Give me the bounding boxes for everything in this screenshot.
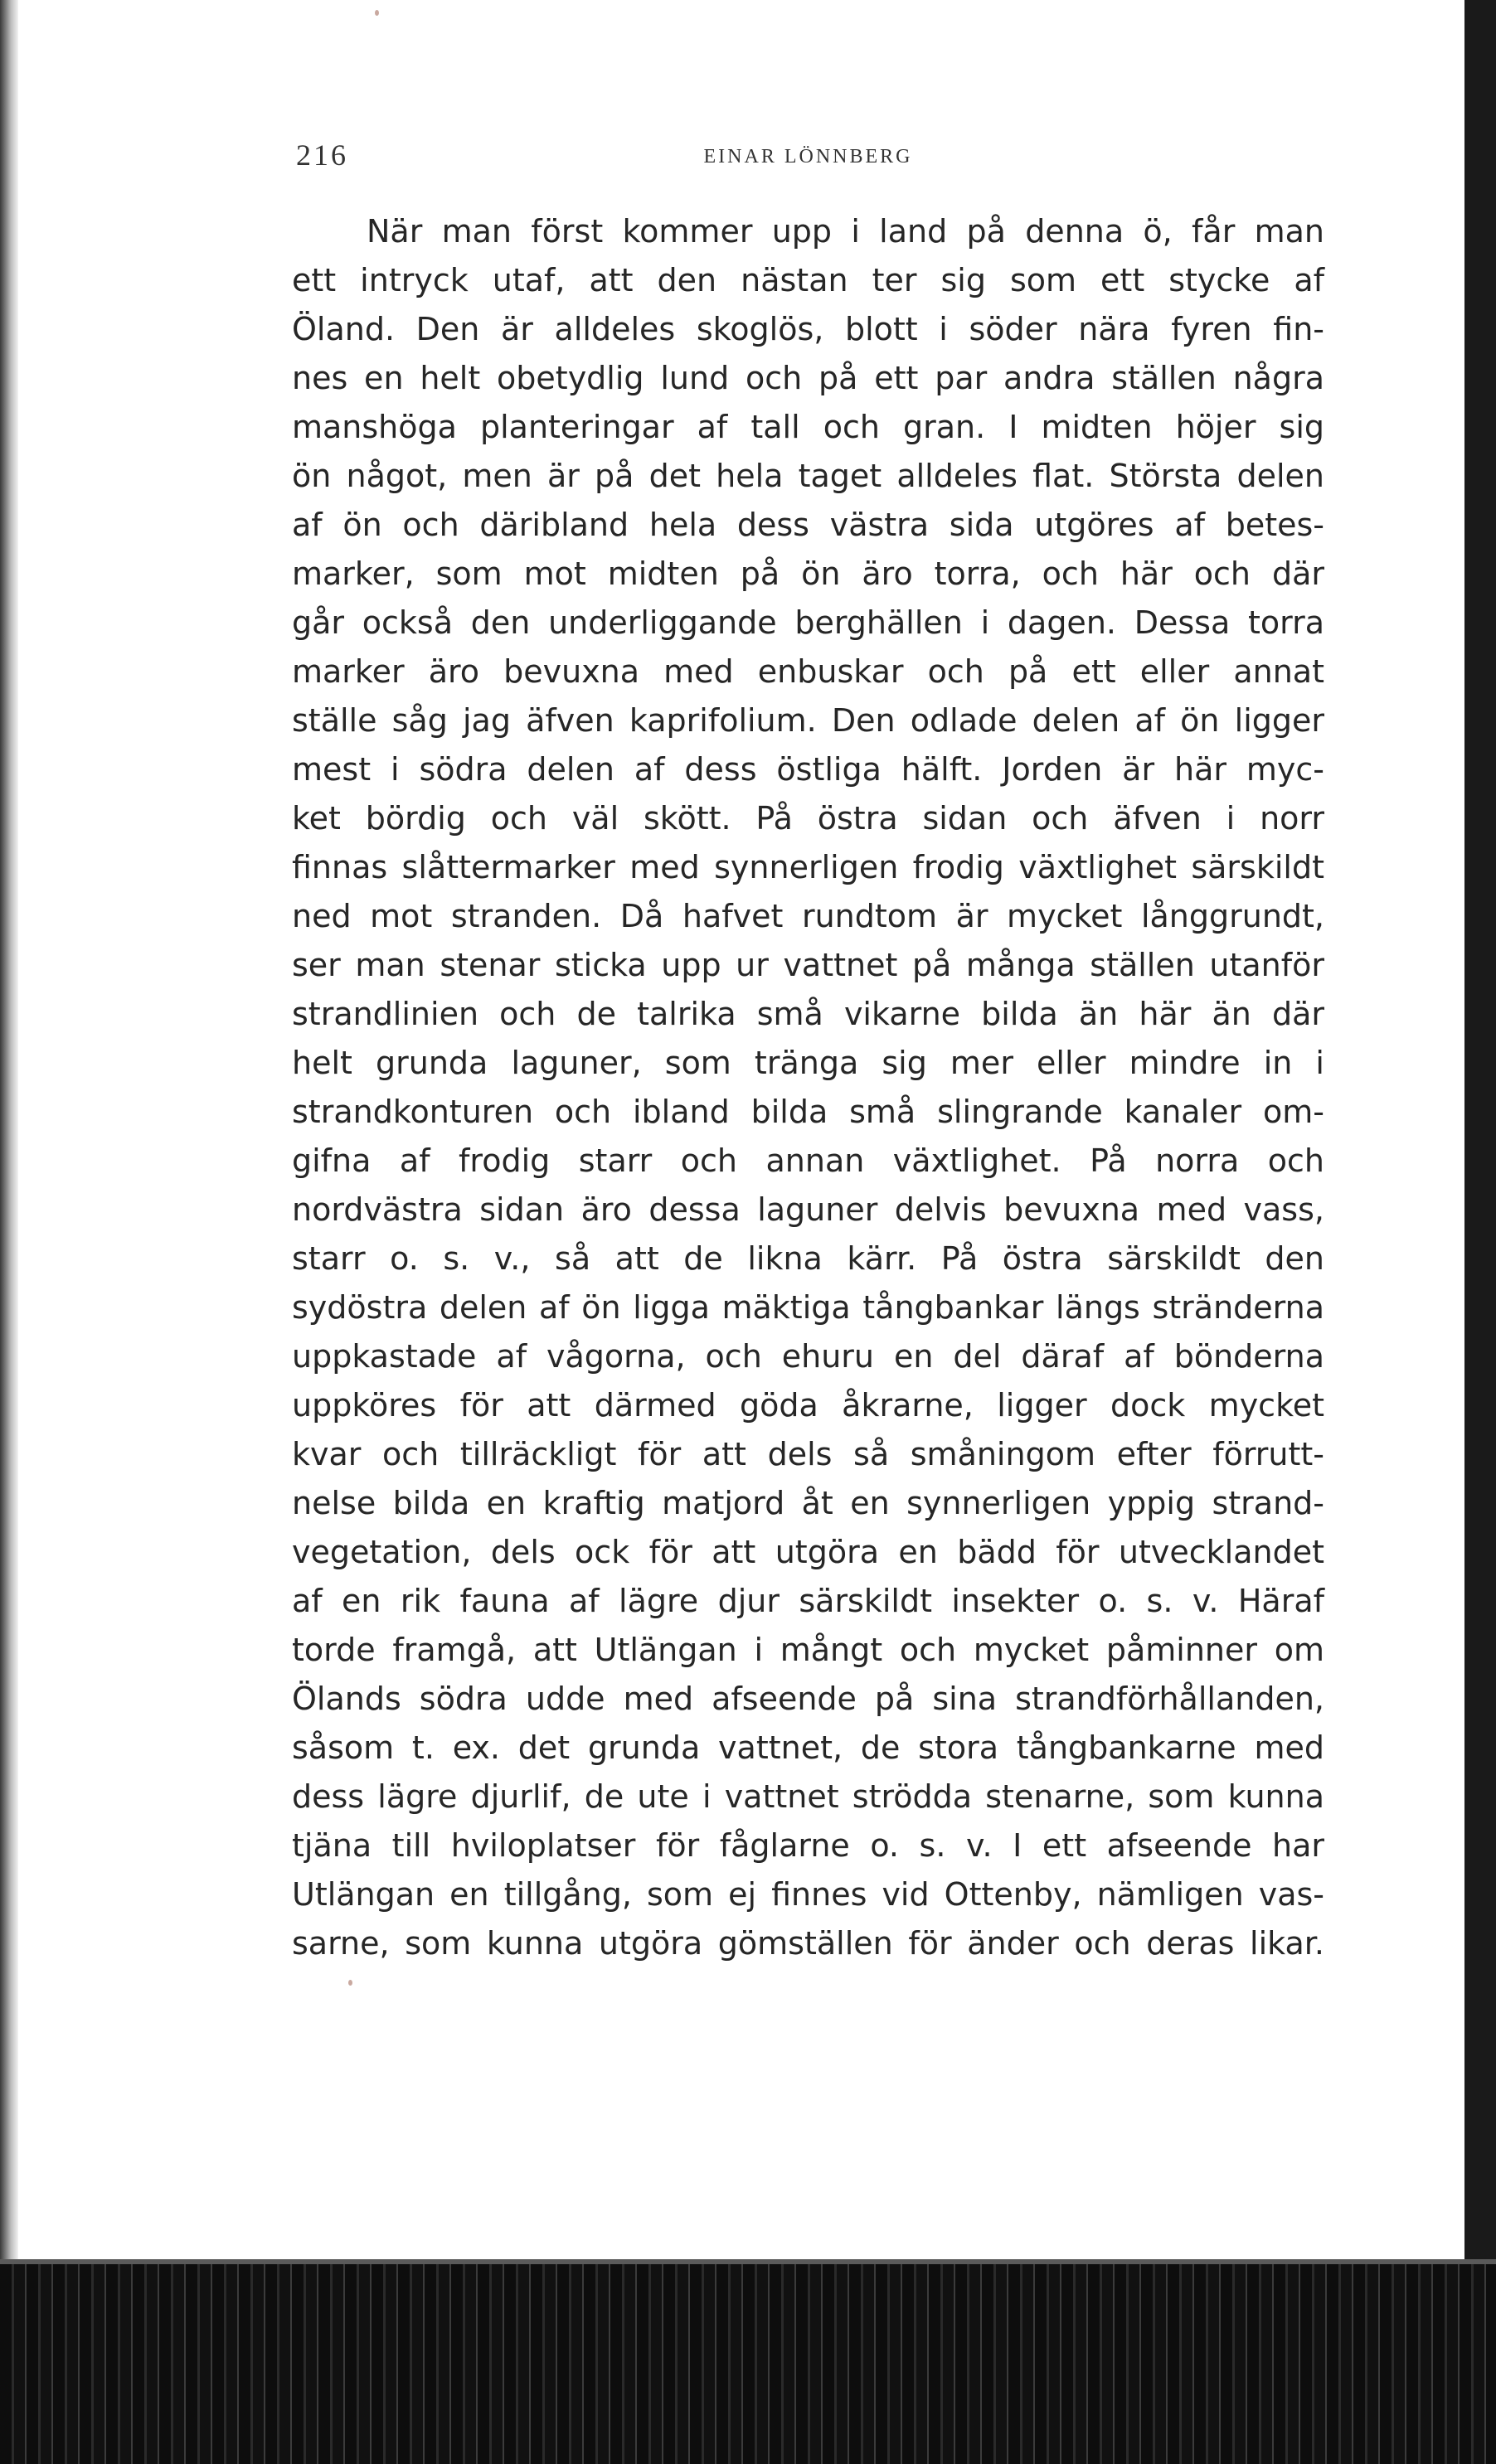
text-line: helt grunda laguner, som tränga sig mer eller mindre in i — [292, 1045, 1324, 1081]
text-line: marker äro bevuxna med enbuskar och på ett eller annat — [292, 653, 1324, 690]
text-line: nelse bilda en kraftig matjord åt en synnerligen yppig strand- — [292, 1485, 1324, 1521]
text-line: ställe såg jag äfven kaprifolium. Den odlade delen af ön ligger — [292, 702, 1324, 739]
text-line: sydöstra delen af ön ligga mäktiga tångbankar längs stränderna — [292, 1289, 1324, 1326]
running-head — [296, 138, 1320, 179]
text-line: Öland. Den är alldeles skoglös, blott i söder nära fyren fin- — [292, 311, 1324, 347]
ink-speck — [348, 1980, 352, 1986]
running-head-author: EINAR LÖNNBERG — [703, 146, 913, 167]
text-line: finnas slåttermarker med synnerligen frodig växtlighet särskildt — [292, 849, 1324, 885]
text-line: vegetation, dels ock för att utgöra en bädd för utvecklandet — [292, 1534, 1324, 1570]
text-line: ön något, men är på det hela taget alldeles flat. Största delen — [292, 458, 1324, 494]
left-scan-edge — [0, 0, 18, 2464]
text-line: manshöga planteringar af tall och gran. I midten höjer sig — [292, 409, 1324, 445]
text-line: af ön och däribland hela dess västra sida utgöres af betes- — [292, 507, 1324, 543]
text-line: mest i södra delen af dess östliga hälft. Jorden är här myc- — [292, 751, 1324, 788]
text-line: strandkonturen och ibland bilda små slingrande kanaler om- — [292, 1094, 1324, 1130]
body-paragraph — [292, 207, 1324, 1968]
text-line: såsom t. ex. det grunda vattnet, de stora tångbankarne med — [292, 1729, 1324, 1766]
text-line: dess lägre djurlif, de ute i vattnet strödda stenarne, som kunna — [292, 1778, 1324, 1815]
text-line: ned mot stranden. Då hafvet rundtom är mycket långgrundt, — [292, 898, 1324, 934]
text-line: nes en helt obetydlig lund och på ett par andra ställen några — [292, 360, 1324, 396]
book-page — [18, 0, 1464, 2259]
right-scan-edge — [1464, 0, 1496, 2464]
text-line: ket bördig och väl skött. På östra sidan och äfven i norr — [292, 800, 1324, 837]
text-line: När man först kommer upp i land på denna ö, får man — [367, 213, 1324, 250]
text-line: sarne, som kunna utgöra gömställen för änder och deras likar. — [292, 1925, 1324, 1962]
text-line: ett intryck utaf, att den nästan ter sig som ett stycke af — [292, 262, 1324, 298]
ink-speck — [375, 10, 379, 16]
text-line: tjäna till hviloplatser för fåglarne o. s. v. I ett afseende har — [292, 1827, 1324, 1864]
text-line: ser man stenar sticka upp ur vattnet på många ställen utanför — [292, 947, 1324, 983]
text-line: af en rik fauna af lägre djur särskildt insekter o. s. v. Häraf — [292, 1583, 1324, 1619]
page-number: 216 — [296, 138, 348, 172]
text-line: går också den underliggande berghällen i dagen. Dessa torra — [292, 604, 1324, 641]
text-line: uppköres för att därmed göda åkrarne, ligger dock mycket — [292, 1387, 1324, 1424]
text-line: starr o. s. v., så att de likna kärr. På östra särskildt den — [292, 1240, 1324, 1277]
text-line: Utlängan en tillgång, som ej finnes vid Ottenby, nämligen vas- — [292, 1876, 1324, 1913]
scanner-bottom-band — [0, 2259, 1496, 2464]
text-line: marker, som mot midten på ön äro torra, och här och där — [292, 555, 1324, 592]
text-line: torde framgå, att Utlängan i mångt och mycket påminner om — [292, 1632, 1324, 1668]
text-line: gifna af frodig starr och annan växtlighet. På norra och — [292, 1142, 1324, 1179]
text-line: kvar och tillräckligt för att dels så småningom efter förrutt- — [292, 1436, 1324, 1472]
text-line: Ölands södra udde med afseende på sina strandförhållanden, — [292, 1681, 1324, 1717]
text-line: nordvästra sidan äro dessa laguner delvis bevuxna med vass, — [292, 1191, 1324, 1228]
text-line: uppkastade af vågorna, och ehuru en del däraf af bönderna — [292, 1338, 1324, 1375]
text-line: strandlinien och de talrika små vikarne bilda än här än där — [292, 996, 1324, 1032]
